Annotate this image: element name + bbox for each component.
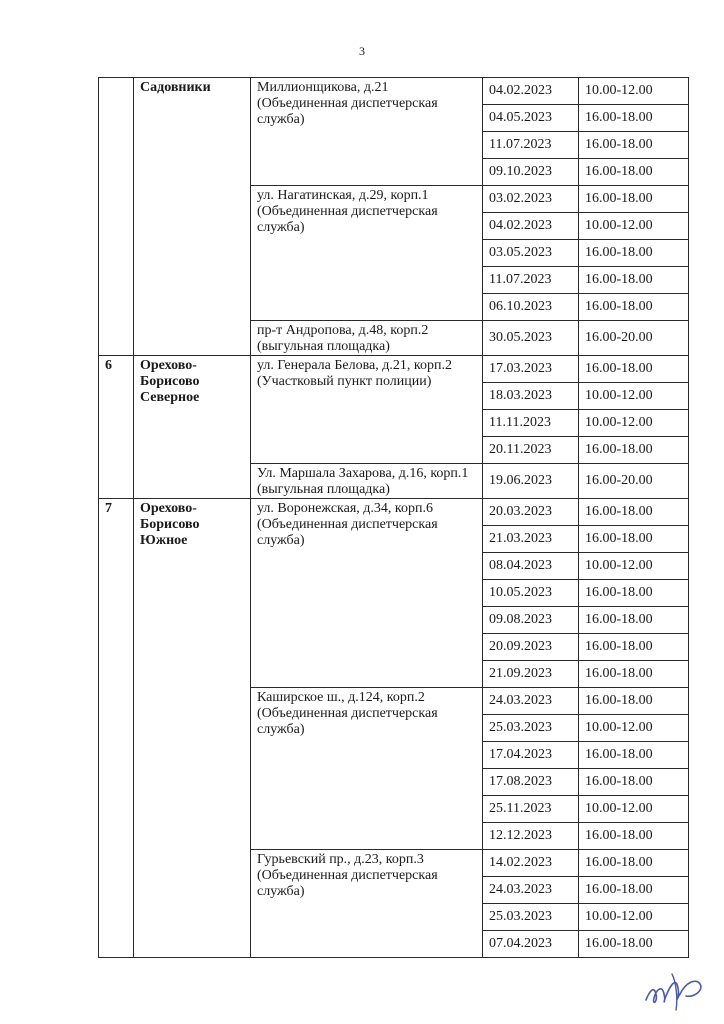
schedule-time: 16.00-18.00 (579, 850, 689, 877)
table-row (99, 78, 689, 105)
schedule-time: 16.00-18.00 (579, 607, 689, 634)
schedule-time: 16.00-18.00 (579, 132, 689, 159)
schedule-time: 16.00-18.00 (579, 240, 689, 267)
district-name: Садовники (134, 78, 251, 356)
schedule-time: 10.00-12.00 (579, 715, 689, 742)
schedule-date: 03.02.2023 (483, 186, 579, 213)
schedule-time: 10.00-12.00 (579, 410, 689, 437)
district-name: Орехово-Борисово Южное (134, 499, 251, 958)
schedule-table-body (99, 78, 689, 958)
schedule-time: 16.00-18.00 (579, 661, 689, 688)
page-number: 3 (359, 44, 365, 58)
schedule-date: 06.10.2023 (483, 294, 579, 321)
schedule-date: 14.02.2023 (483, 850, 579, 877)
schedule-time: 10.00-12.00 (579, 383, 689, 410)
schedule-date: 09.08.2023 (483, 607, 579, 634)
schedule-time: 10.00-12.00 (579, 904, 689, 931)
district-name: Орехово-Борисово Северное (134, 356, 251, 499)
schedule-time: 10.00-12.00 (579, 553, 689, 580)
schedule-date: 25.03.2023 (483, 904, 579, 931)
table-row (99, 356, 689, 383)
schedule-date: 11.07.2023 (483, 132, 579, 159)
location-address: Гурьевский пр., д.23, корп.3 (Объединенная диспетчерская служба) (251, 850, 483, 958)
schedule-date: 18.03.2023 (483, 383, 579, 410)
schedule-date: 07.04.2023 (483, 931, 579, 958)
handwritten-signature (642, 968, 706, 1012)
schedule-time: 16.00-18.00 (579, 499, 689, 526)
schedule-date: 21.03.2023 (483, 526, 579, 553)
schedule-date: 25.11.2023 (483, 796, 579, 823)
schedule-date: 10.05.2023 (483, 580, 579, 607)
location-address: ул. Нагатинская, д.29, корп.1 (Объединенная диспетчерская служба) (251, 186, 483, 321)
row-number: 7 (99, 499, 134, 958)
schedule-date: 20.09.2023 (483, 634, 579, 661)
schedule-time: 16.00-18.00 (579, 823, 689, 850)
schedule-date: 09.10.2023 (483, 159, 579, 186)
schedule-time: 16.00-18.00 (579, 769, 689, 796)
schedule-time: 16.00-18.00 (579, 634, 689, 661)
schedule-date: 21.09.2023 (483, 661, 579, 688)
schedule-date: 17.03.2023 (483, 356, 579, 383)
schedule-date: 04.05.2023 (483, 105, 579, 132)
schedule-date: 20.03.2023 (483, 499, 579, 526)
location-address: Ул. Маршала Захарова, д.16, корп.1 (выгульная площадка) (251, 464, 483, 499)
schedule-time: 10.00-12.00 (579, 213, 689, 240)
table-row (99, 499, 689, 526)
schedule-time: 16.00-18.00 (579, 742, 689, 769)
location-address: пр-т Андропова, д.48, корп.2 (выгульная площадка) (251, 321, 483, 356)
schedule-time: 16.00-18.00 (579, 105, 689, 132)
schedule-date: 11.11.2023 (483, 410, 579, 437)
schedule-time: 16.00-18.00 (579, 877, 689, 904)
schedule-date: 17.04.2023 (483, 742, 579, 769)
schedule-date: 24.03.2023 (483, 877, 579, 904)
schedule-time: 16.00-18.00 (579, 437, 689, 464)
schedule-time: 16.00-18.00 (579, 186, 689, 213)
location-address: Миллионщикова, д.21 (Объединенная диспетчерская служба) (251, 78, 483, 186)
schedule-date: 24.03.2023 (483, 688, 579, 715)
schedule-date: 25.03.2023 (483, 715, 579, 742)
schedule-date: 20.11.2023 (483, 437, 579, 464)
schedule-time: 16.00-18.00 (579, 294, 689, 321)
schedule-time: 10.00-12.00 (579, 796, 689, 823)
schedule-time: 16.00-18.00 (579, 580, 689, 607)
location-address: ул. Генерала Белова, д.21, корп.2 (Участковый пункт полиции) (251, 356, 483, 464)
schedule-date: 03.05.2023 (483, 240, 579, 267)
schedule-time: 16.00-18.00 (579, 931, 689, 958)
schedule-time: 16.00-18.00 (579, 267, 689, 294)
schedule-date: 04.02.2023 (483, 78, 579, 105)
schedule-date: 04.02.2023 (483, 213, 579, 240)
schedule-date: 30.05.2023 (483, 321, 579, 356)
location-address: ул. Воронежская, д.34, корп.6 (Объединенная диспетчерская служба) (251, 499, 483, 688)
schedule-time: 16.00-20.00 (579, 464, 689, 499)
schedule-date: 17.08.2023 (483, 769, 579, 796)
schedule-time: 16.00-20.00 (579, 321, 689, 356)
schedule-time: 16.00-18.00 (579, 356, 689, 383)
schedule-date: 12.12.2023 (483, 823, 579, 850)
location-address: Каширское ш., д.124, корп.2 (Объединенная диспетчерская служба) (251, 688, 483, 850)
schedule-time: 16.00-18.00 (579, 159, 689, 186)
schedule-date: 11.07.2023 (483, 267, 579, 294)
schedule-time: 16.00-18.00 (579, 688, 689, 715)
schedule-time: 16.00-18.00 (579, 526, 689, 553)
schedule-table (98, 77, 689, 958)
schedule-date: 19.06.2023 (483, 464, 579, 499)
row-number: 6 (99, 356, 134, 499)
schedule-time: 10.00-12.00 (579, 78, 689, 105)
schedule-date: 08.04.2023 (483, 553, 579, 580)
row-number (99, 78, 134, 356)
